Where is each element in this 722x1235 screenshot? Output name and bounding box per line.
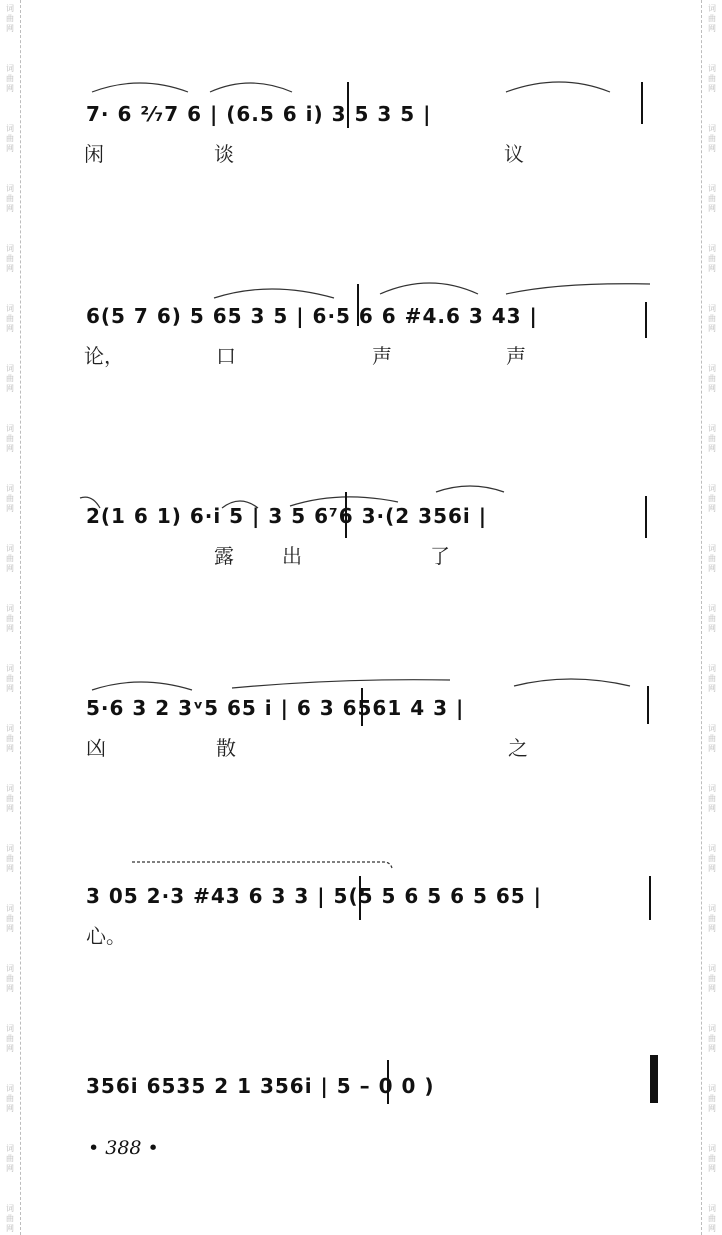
- margin-watermark: 词 曲 网: [708, 364, 716, 393]
- lyric-char: 心。: [86, 924, 126, 948]
- slur-marks: [0, 76, 722, 196]
- notation-line: 356i 6535 2 1 356i | 5 – 0 0 ): [86, 1074, 435, 1098]
- lyric-char: 了: [430, 544, 450, 568]
- margin-watermark: 词 曲 网: [708, 304, 716, 333]
- margin-watermark: 词 曲 网: [708, 1144, 716, 1173]
- final-barline: [650, 1055, 658, 1103]
- notation-line: 7· 6 ²⁄₇7 6 | (6.5 6 i) 3 5 3 5 |: [86, 102, 432, 126]
- margin-watermark: 词 曲 网: [6, 1144, 14, 1173]
- lyric-char: 凶: [86, 736, 106, 760]
- margin-watermark: 词 曲 网: [708, 544, 716, 573]
- margin-watermark: 词 曲 网: [6, 724, 14, 753]
- page-number: • 388 •: [88, 1137, 159, 1159]
- margin-watermark: 词 曲 网: [6, 484, 14, 513]
- lyric-char: 论，: [84, 344, 124, 368]
- margin-watermark: 词 曲 网: [6, 1204, 14, 1233]
- lyric-char: 出: [282, 544, 302, 568]
- margin-watermark: 词 曲 网: [6, 4, 14, 33]
- margin-watermark: 词 曲 网: [6, 604, 14, 633]
- slur-marks: [0, 278, 722, 398]
- slur-marks: [0, 478, 722, 598]
- lyric-char: 口: [216, 344, 236, 368]
- margin-watermark: 词 曲 网: [6, 844, 14, 873]
- notation-line: 6(5 7 6) 5 65 3 5 | 6·5 6 6 #4.6 3 43 |: [86, 304, 538, 328]
- notation-line: 5·6 3 2 3ᵛ5 65 i | 6 3 6561 4 3 |: [86, 696, 465, 720]
- margin-watermark: 词 曲 网: [6, 784, 14, 813]
- margin-watermark: 词 曲 网: [708, 964, 716, 993]
- lyric-char: 声: [506, 344, 526, 368]
- lyric-char: 声: [372, 344, 392, 368]
- notation-line: 3 05 2·3 #43 6 3 3 | 5(5 5 6 5 6 5 65 |: [86, 884, 542, 908]
- margin-watermark: 词 曲 网: [6, 304, 14, 333]
- margin-watermark: 词 曲 网: [6, 664, 14, 693]
- margin-watermark: 词 曲 网: [708, 64, 716, 93]
- margin-watermark: 词 曲 网: [6, 424, 14, 453]
- margin-watermark: 词 曲 网: [708, 1204, 716, 1233]
- slur-marks: [0, 858, 722, 978]
- margin-watermark: 词 曲 网: [708, 784, 716, 813]
- margin-watermark: 词 曲 网: [6, 1084, 14, 1113]
- notation-row-4: [0, 670, 722, 790]
- margin-watermark: 词 曲 网: [708, 724, 716, 753]
- lyric-char: 谈: [214, 142, 234, 166]
- lyric-char: 散: [216, 736, 236, 760]
- margin-watermark: 词 曲 网: [708, 664, 716, 693]
- margin-watermark: 词 曲 网: [708, 604, 716, 633]
- margin-watermark: 词 曲 网: [6, 964, 14, 993]
- margin-watermark: 词 曲 网: [6, 1024, 14, 1053]
- margin-watermark: 词 曲 网: [708, 244, 716, 273]
- margin-watermark: 词 曲 网: [6, 64, 14, 93]
- margin-watermark: 词 曲 网: [6, 184, 14, 213]
- lyric-char: 闲: [84, 142, 104, 166]
- lyric-char: 之: [508, 736, 528, 760]
- margin-watermark: 词 曲 网: [6, 904, 14, 933]
- notation-row-5: [0, 858, 722, 978]
- notation-row-3: [0, 478, 722, 598]
- notation-row-2: [0, 278, 722, 398]
- margin-watermark: 词 曲 网: [708, 904, 716, 933]
- margin-watermark: 词 曲 网: [708, 184, 716, 213]
- margin-watermark: 词 曲 网: [6, 544, 14, 573]
- lyric-char: 露: [214, 544, 234, 568]
- margin-watermark: 词 曲 网: [6, 364, 14, 393]
- slur-marks: [0, 670, 722, 790]
- margin-watermark: 词 曲 网: [6, 124, 14, 153]
- notation-line: 2(1 6 1) 6·i 5 | 3 5 6⁷6 3·(2 356i |: [86, 504, 488, 528]
- notation-row-1: [0, 76, 722, 196]
- margin-watermark: 词 曲 网: [708, 424, 716, 453]
- margin-watermark: 词 曲 网: [708, 1084, 716, 1113]
- margin-watermark: 词 曲 网: [708, 844, 716, 873]
- margin-watermark: 词 曲 网: [6, 244, 14, 273]
- lyric-char: 议: [504, 142, 524, 166]
- margin-watermark: 词 曲 网: [708, 124, 716, 153]
- margin-watermark: 词 曲 网: [708, 4, 716, 33]
- margin-watermark: 词 曲 网: [708, 484, 716, 513]
- margin-watermark: 词 曲 网: [708, 1024, 716, 1053]
